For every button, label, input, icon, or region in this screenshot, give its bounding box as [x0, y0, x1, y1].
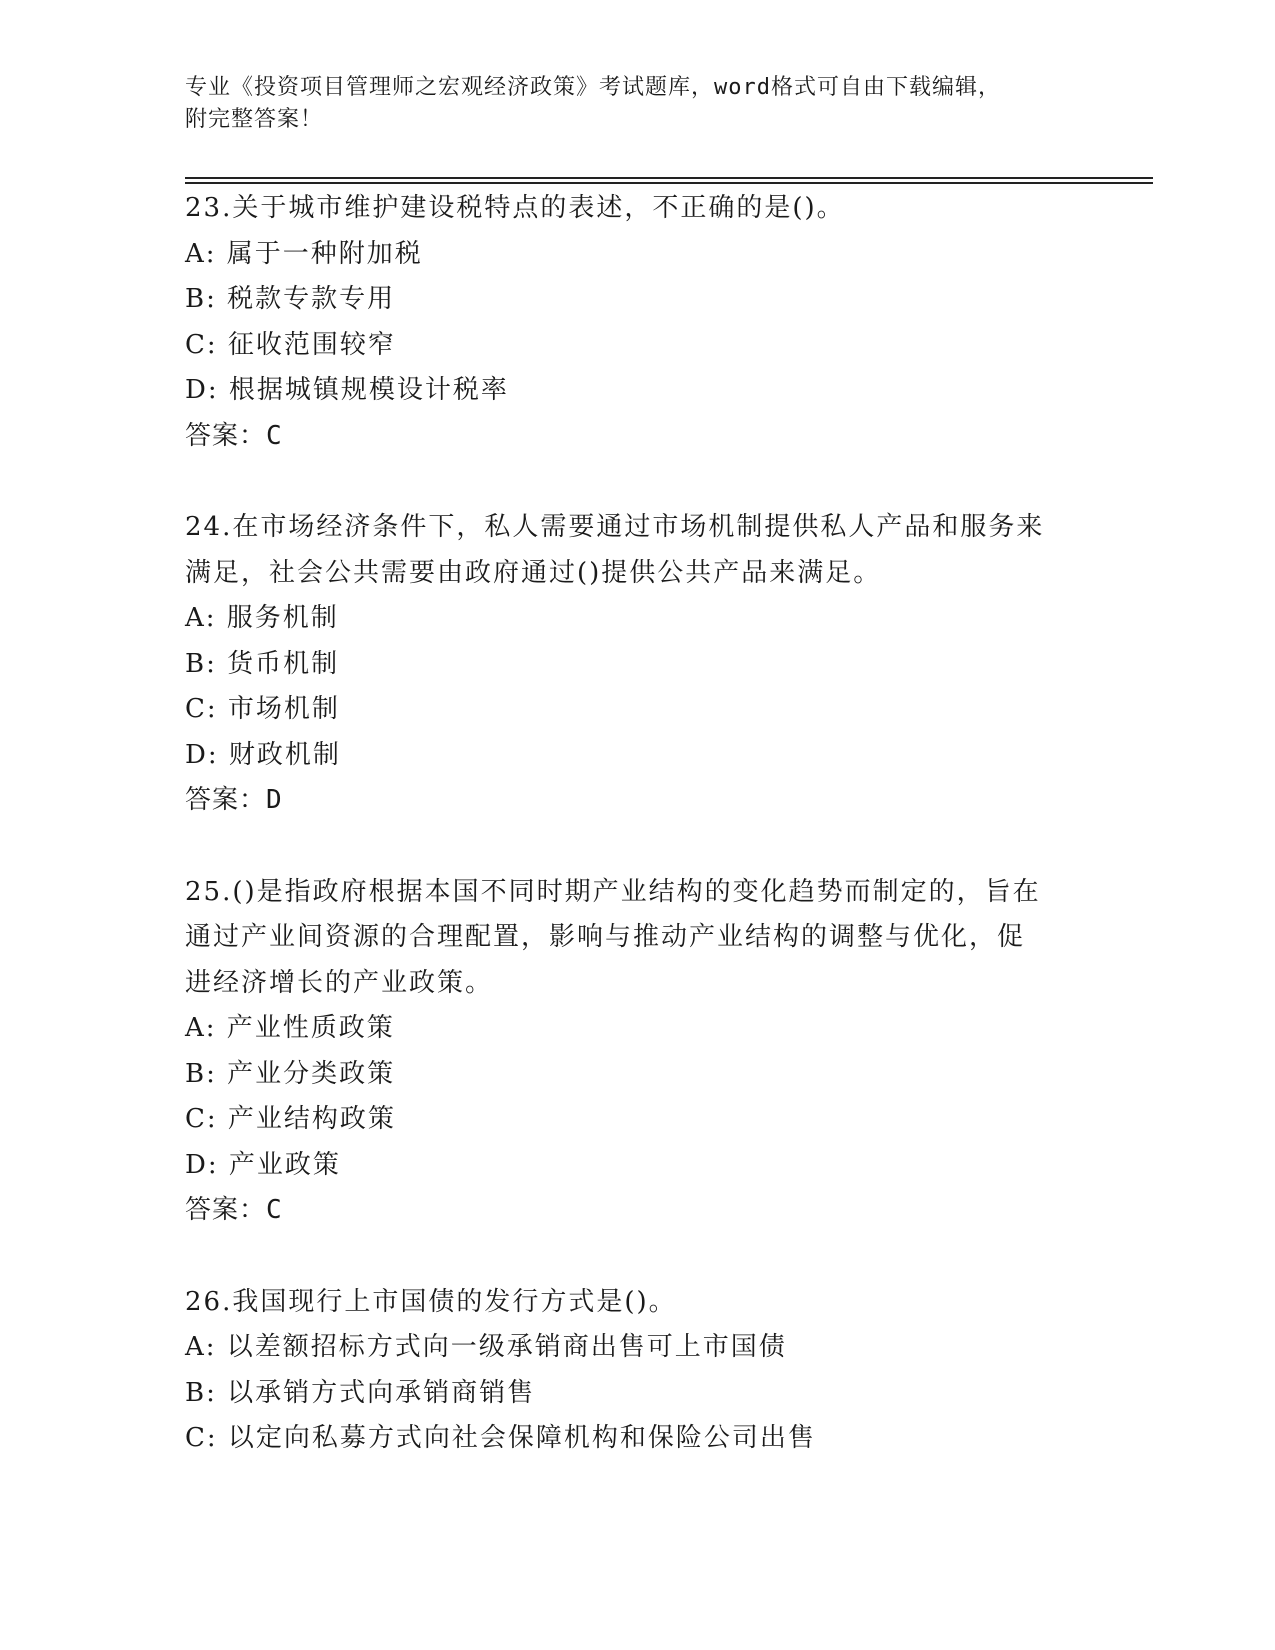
answer-label: 答案：: [185, 785, 267, 815]
answer-label: 答案：: [185, 420, 267, 451]
option-d: D: 财政机制: [185, 739, 341, 770]
option-a: A: 属于一种附加税: [185, 238, 423, 269]
stem-line: 进经济增长的产业政策。: [185, 967, 494, 998]
answer-line: [185, 414, 1085, 460]
question-24: [185, 505, 1085, 824]
option-a: A: 产业性质政策: [185, 1013, 395, 1043]
option-d: D: 根据城镇规模设计税率: [185, 375, 509, 405]
answer-value: C: [266, 1195, 283, 1225]
answer-line: [185, 778, 1085, 824]
question-stem: [185, 505, 1085, 596]
stem-line: 通过产业间资源的合理配置，影响与推动产业结构的调整与优化，促: [185, 922, 1026, 952]
stem-line: 满足，社会公共需要由政府通过()提供公共产品来满足。: [185, 557, 882, 588]
answer-value: C: [266, 420, 283, 451]
answer-value: D: [266, 785, 283, 815]
header-line-1: 专业《投资项目管理师之宏观经济政策》考试题库，word格式可自由下载编辑，: [185, 75, 1001, 100]
option-b: B: 产业分类政策: [185, 1058, 396, 1089]
option-a: A: 以差额招标方式向一级承销商出售可上市国债: [185, 1332, 787, 1362]
option-c: C: 产业结构政策: [185, 1104, 396, 1134]
option-c: C: 市场机制: [185, 694, 340, 724]
question-26: [185, 1280, 1085, 1462]
option-b: B: 以承销方式向承销商销售: [185, 1377, 536, 1408]
question-list: [185, 186, 1085, 1508]
question-25: [185, 870, 1085, 1234]
option-c: C: 征收范围较窄: [185, 329, 396, 360]
option-a: A: 服务机制: [185, 603, 339, 633]
question-stem: [185, 1280, 1085, 1326]
answer-line: [185, 1188, 1085, 1234]
option-b: B: 税款专款专用: [185, 284, 396, 314]
answer-label: 答案：: [185, 1195, 267, 1225]
question-23: [185, 186, 1085, 459]
header-divider-bottom: [185, 182, 1153, 184]
stem-line: 23.关于城市维护建设税特点的表述，不正确的是()。: [185, 193, 845, 223]
stem-line: 25.()是指政府根据本国不同时期产业结构的变化趋势而制定的，旨在: [185, 876, 1041, 907]
stem-line: 24.在市场经济条件下，私人需要通过市场机制提供私人产品和服务来: [185, 512, 1045, 542]
header-divider-top: [185, 177, 1153, 179]
option-c: C: 以定向私募方式向社会保障机构和保险公司出售: [185, 1423, 816, 1453]
question-stem: [185, 870, 1085, 1007]
option-d: D: 产业政策: [185, 1149, 341, 1180]
document-header: [185, 72, 1085, 136]
question-stem: [185, 186, 1085, 232]
stem-line: 26.我国现行上市国债的发行方式是()。: [185, 1286, 677, 1317]
option-b: B: 货币机制: [185, 648, 340, 679]
header-line-2: 附完整答案！: [185, 107, 324, 132]
